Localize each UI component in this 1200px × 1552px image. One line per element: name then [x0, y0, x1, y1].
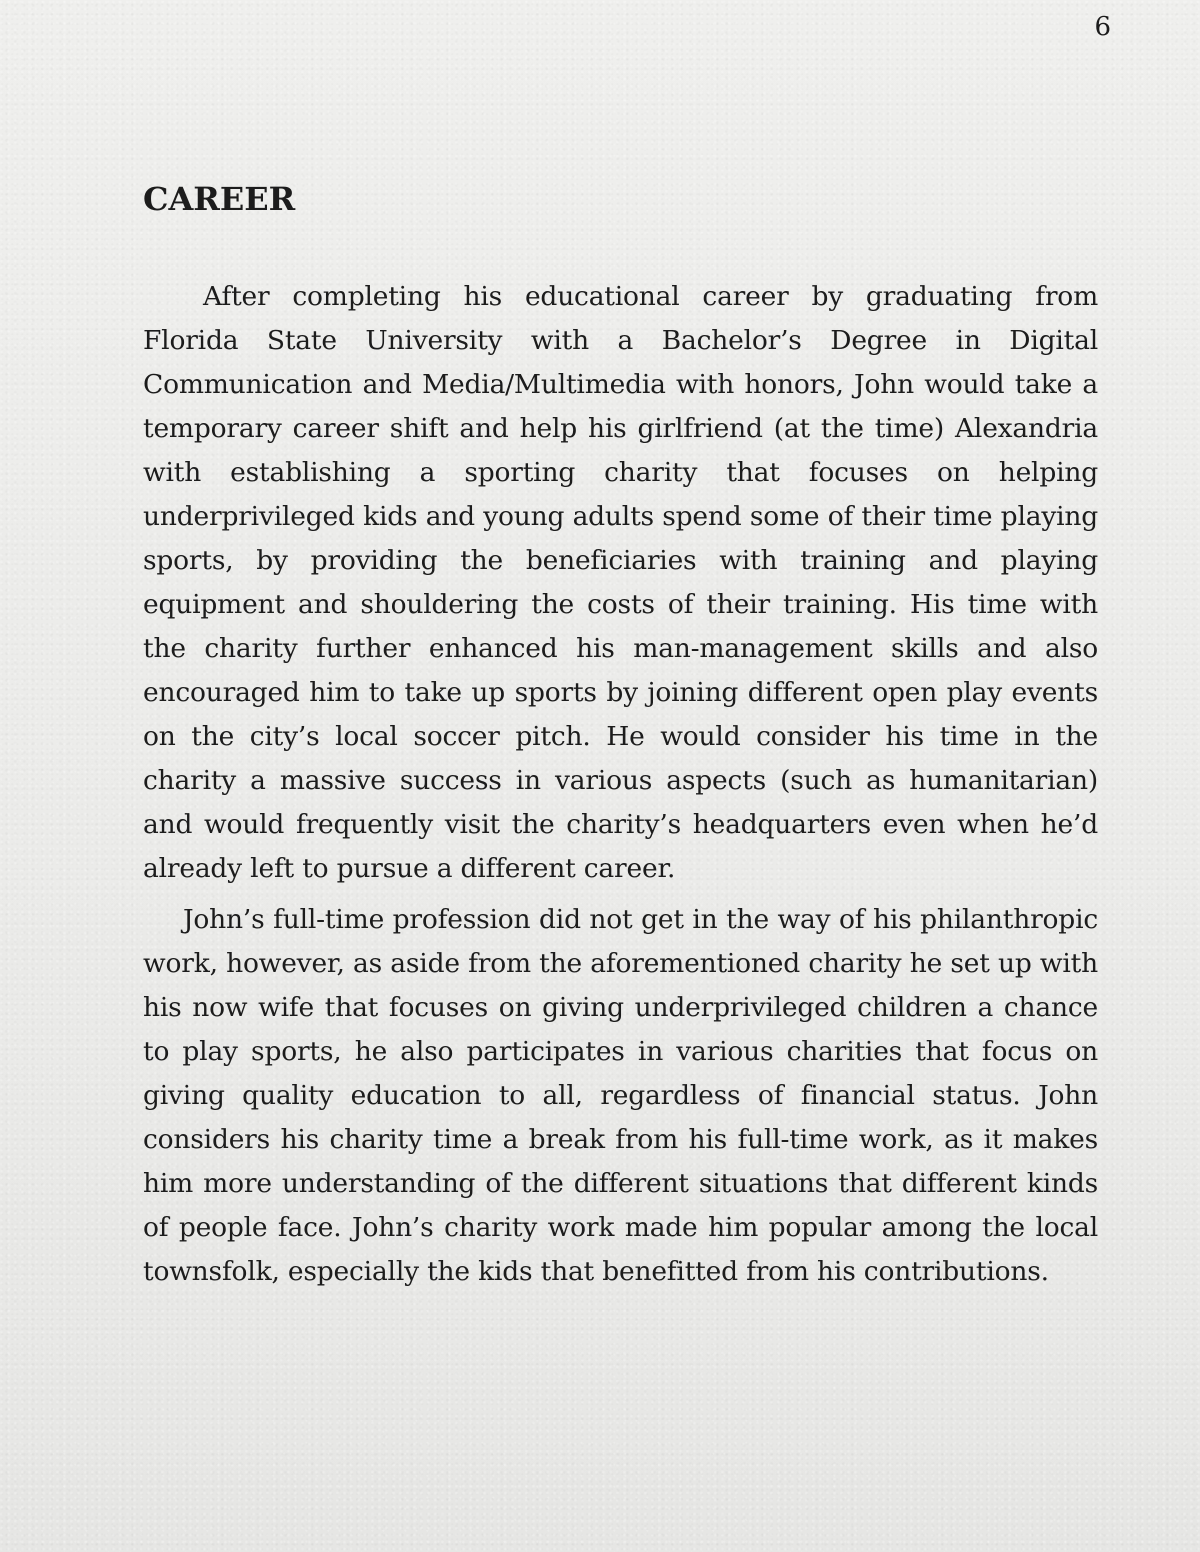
page-number: 6	[1094, 12, 1111, 42]
paragraph-2: John’s full-time profession did not get in the way of his philanthropic work, however, as aside from the aforementioned charity he set up with his now wife that focuses on giving underprivileged children a chance to play sports, he also participates in various charities that focus on giving quality education to all, regardless of financial status. John considers his charity time a break from his full-time work, as it makes him more understanding of the different situations that different kinds of people face. John’s charity work made him popular among the local townsfolk, especially the kids that benefitted from his contributions.	[143, 904, 1098, 1287]
section-title: CAREER	[143, 180, 296, 218]
paragraph-1: After completing his educational career by graduating from Florida State University with a Bachelor’s Degree in Digital Communication and Media/Multimedia with honors, John would take a temporary career shift and help his girlfriend (at the time) Alexandria with establishing a sporting charity that focuses on helping underprivileged kids and young adults spend some of their time playing sports, by providing the beneficiaries with training and playing equipment and shouldering the costs of their training. His time with the charity further enhanced his man-management skills and also encouraged him to take up sports by joining different open play events on the city’s local soccer pitch. He would consider his time in the charity a massive success in various aspects (such as humanitarian) and would frequently visit the charity’s headquarters even when he’d already left to pursue a different career.	[143, 281, 1098, 884]
document-body	[143, 178, 1098, 1294]
